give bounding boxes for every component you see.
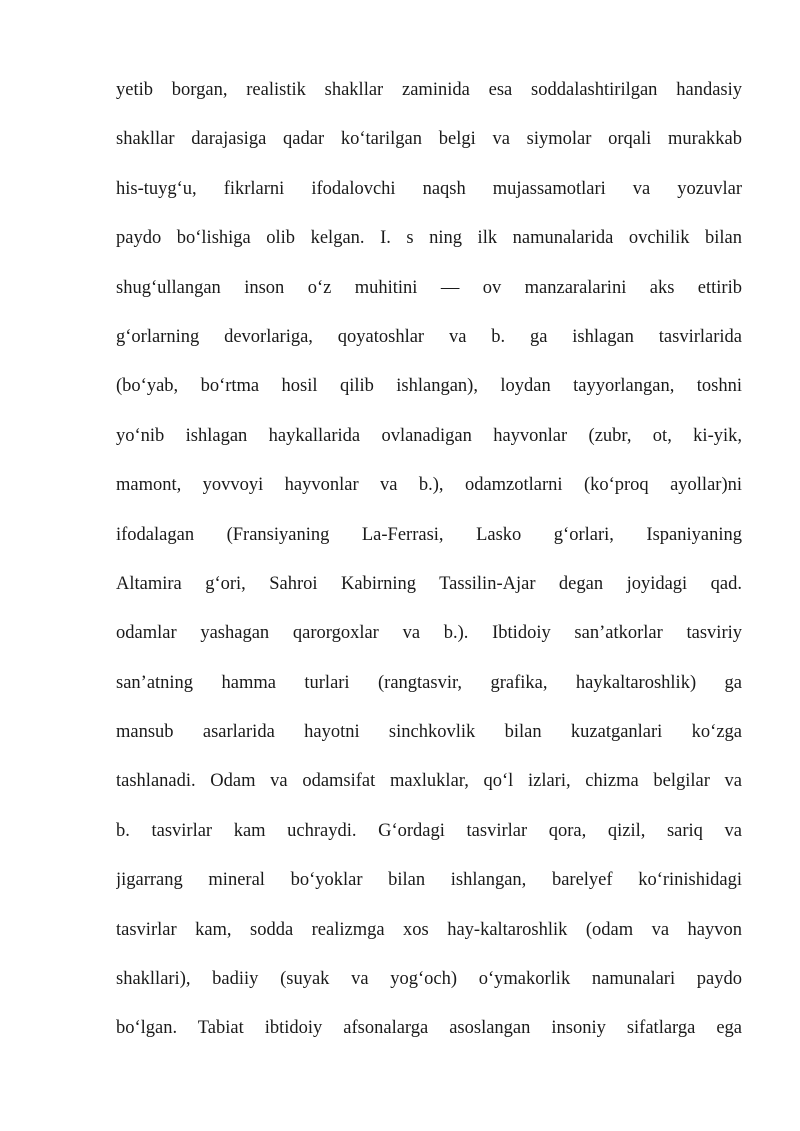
text-line: ifodalagan (Fransiyaning La-Ferrasi, Lasko g‘orlari, Ispaniyaning <box>116 524 742 545</box>
body-text <box>116 74 742 1062</box>
text-line: tashlanadi. Odam va odamsifat maxluklar, qo‘l izlari, chizma belgilar va <box>116 771 742 792</box>
text-line: yetib borgan, realistik shakllar zaminida esa soddalashtirilgan handasiy <box>116 80 742 100</box>
text-line: shakllari), badiiy (suyak va yog‘och) o‘ymakorlik namunalari paydo <box>116 969 742 990</box>
text-line: Altamira g‘ori, Sahroi Kabirning Tassilin-Ajar degan joyidagi qad. <box>116 573 742 594</box>
text-line: shakllar darajasiga qadar ko‘tarilgan belgi va siymolar orqali murakkab <box>116 129 742 150</box>
text-line: his-tuyg‘u, fikrlarni ifodalovchi naqsh mujassamotlari va yozuvlar <box>116 178 742 199</box>
text-line: b. tasvirlar kam uchraydi. G‘ordagi tasvirlar qora, qizil, sariq va <box>116 820 742 841</box>
text-line: mansub asarlarida hayotni sinchkovlik bilan kuzatganlari ko‘zga <box>116 722 742 743</box>
text-line: mamont, yovvoyi hayvonlar va b.), odamzotlarni (ko‘proq ayollar)ni <box>116 475 742 496</box>
text-line: (bo‘yab, bo‘rtma hosil qilib ishlangan), loydan tayyorlangan, toshni <box>116 376 742 397</box>
text-line: shug‘ullangan inson o‘z muhitini — ov manzaralarini aks ettirib <box>116 277 742 298</box>
text-line: bo‘lgan. Tabiat ibtidoiy afsonalarga asoslangan insoniy sifatlarga ega <box>116 1018 742 1039</box>
text-line: jigarrang mineral bo‘yoklar bilan ishlangan, barelyef ko‘rinishidagi <box>116 870 742 891</box>
text-line: san’atning hamma turlari (rangtasvir, grafika, haykaltaroshlik) ga <box>116 672 742 693</box>
text-line: odamlar yashagan qarorgoxlar va b.). Ibtidoiy san’atkorlar tasviriy <box>116 623 742 644</box>
text-line: paydo bo‘lishiga olib kelgan. I. s ning ilk namunalarida ovchilik bilan <box>116 228 742 249</box>
text-line: tasvirlar kam, sodda realizmga xos hay-kaltaroshlik (odam va hayvon <box>116 919 742 940</box>
text-line: yo‘nib ishlagan haykallarida ovlanadigan hayvonlar (zubr, ot, ki-yik, <box>116 425 742 446</box>
text-line: g‘orlarning devorlariga, qoyatoshlar va b. ga ishlagan tasvirlarida <box>116 326 742 347</box>
